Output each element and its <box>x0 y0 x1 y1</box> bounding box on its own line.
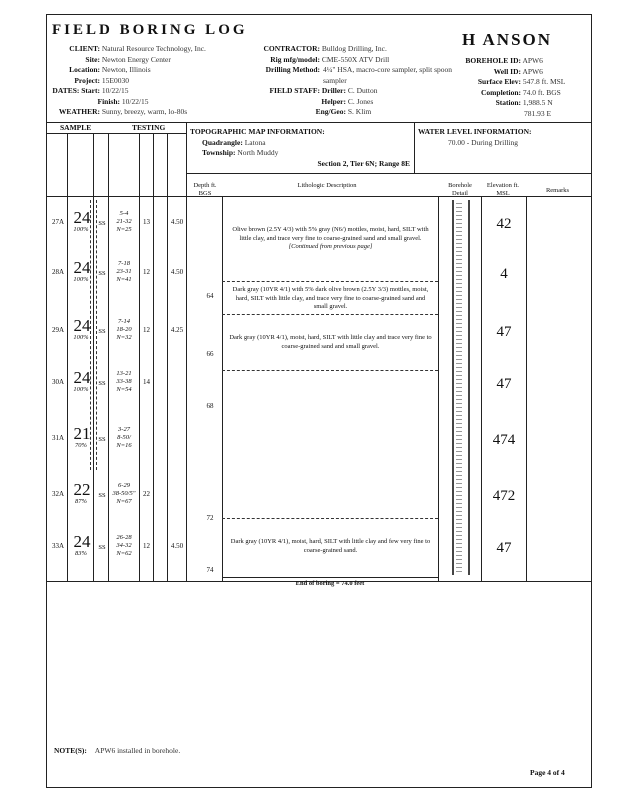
header-left <box>50 44 255 118</box>
unit-boundary <box>222 281 438 282</box>
sample-number: 31A <box>51 434 65 442</box>
bore-heading: Borehole Detail <box>448 182 472 197</box>
litho-description-4: Dark gray (10YR 4/1), moist, hard, SILT with little clay and few very fine to coarse-grained sand. <box>230 538 431 554</box>
blow-count: 13-21 <box>116 370 132 377</box>
elevation-value: 4 <box>500 266 508 282</box>
sample-number: 30A <box>51 378 65 386</box>
township-value: North Muddy <box>237 148 279 157</box>
section-value: Section 2, Tier 6N; Range 8E <box>317 158 410 168</box>
helper-label: Helper: <box>321 96 346 106</box>
start-label: DATES: Start: <box>52 86 100 95</box>
blow-count: 33-38 <box>116 378 132 385</box>
recovery-percent: 100% <box>73 226 89 233</box>
sample-number: 32A <box>51 490 65 498</box>
sample-recovery: 24 <box>73 368 91 387</box>
recovery-percent: 100% <box>73 334 89 341</box>
sample-number: 28A <box>51 268 65 276</box>
sample-type: SS <box>98 270 106 277</box>
eng-value: S. Klim <box>347 107 372 116</box>
blow-count: 8-50/ <box>117 434 131 441</box>
recovery-percent: 70% <box>75 442 87 449</box>
quad-value: Latona <box>244 137 266 147</box>
borehole-value: APW6 <box>522 56 543 65</box>
litho-description-3: Dark gray (10YR 4/1), moist, hard, SILT with little clay and trace very fine to coarse-grained sand and small gravel. <box>229 334 432 350</box>
notes-value: APW6 installed in borehole. <box>94 746 181 755</box>
depth-tick: 72 <box>206 514 214 522</box>
blow-count: 34-32 <box>116 542 132 549</box>
blow-count: 21-32 <box>116 218 132 225</box>
elevation-value: 42 <box>496 216 512 232</box>
well-value: APW6 <box>522 66 543 76</box>
moisture-content: 12 <box>143 326 150 334</box>
sample-type: SS <box>98 436 106 443</box>
project-value: 15E0030 <box>101 75 129 85</box>
blow-count: 6-29 <box>118 482 130 489</box>
sample-type: SS <box>98 492 106 499</box>
topo-heading: TOPOGRAPHIC MAP INFORMATION: <box>190 127 325 136</box>
quad-label: Quadrangle: <box>202 137 243 147</box>
site-label: Site: <box>85 54 100 64</box>
elevation-value: 472 <box>492 488 516 504</box>
page-number: Page 4 of 4 <box>530 768 565 777</box>
sample-type: SS <box>98 220 106 227</box>
sample-recovery: 24 <box>73 208 91 227</box>
sample-type: SS <box>98 328 106 335</box>
unconfined-strength: 4.50 <box>170 218 184 226</box>
sample-number: 29A <box>51 326 65 334</box>
blow-count: 3-27 <box>118 426 130 433</box>
start-value: 10/22/15 <box>101 86 129 95</box>
topo-block <box>190 127 410 169</box>
project-label: Project: <box>74 75 100 85</box>
litho-description-2: Dark gray (10YR 4/1) with 5% dark olive brown (2.5Y 3/3) mottles, moist, hard, SILT with little clay, and trace very fine to coarse-grained sand and small gravel. <box>232 286 429 310</box>
location-label: Location: <box>69 65 100 74</box>
elev-heading: Elevation ft. MSL <box>486 182 520 197</box>
finish-value: 10/22/15 <box>121 96 149 106</box>
moisture-content: 12 <box>143 542 150 550</box>
depth-tick: 66 <box>206 350 214 358</box>
moisture-content: 13 <box>143 218 150 226</box>
sample-number: 33A <box>51 542 65 550</box>
blow-count: N=25 <box>116 226 132 233</box>
weather-value: Sunny, breezy, warm, lo-80s <box>101 107 188 116</box>
page-title: FIELD BORING LOG <box>52 22 248 38</box>
litho-description-1: Olive brown (2.5Y 4/3) with 5% gray (N6/) mottles, moist, hard, SILT with little clay, and trace very fine to coarse-grained sand and small gravel. [Continued from previous page] <box>232 226 429 250</box>
station-label: Station: <box>495 98 521 107</box>
elevation-value: 47 <box>496 540 512 556</box>
litho-heading: Lithologic Description <box>297 182 357 189</box>
well-label: Well ID: <box>493 66 521 76</box>
depth-tick: 68 <box>206 402 214 410</box>
completion-value: 74.0 ft. BGS <box>522 87 561 97</box>
method-value: 4¼" HSA, macro-core sampler, split spoon sampler <box>323 65 452 85</box>
header-middle <box>256 44 461 118</box>
moisture-content: 12 <box>143 268 150 276</box>
sample-number: 27A <box>51 218 65 226</box>
sample-type: SS <box>98 380 106 387</box>
helper-value: C. Jones <box>347 96 374 106</box>
notes-label: NOTE(S): <box>54 746 87 755</box>
method-label: Drilling Method: <box>265 65 320 74</box>
notes-block <box>54 746 180 757</box>
elevation-value: 474 <box>492 432 516 448</box>
blow-count: N=32 <box>116 334 132 341</box>
contractor-value: Bulldog Drilling, Inc. <box>321 44 387 53</box>
unconfined-strength: 4.25 <box>170 326 184 334</box>
well-screen-graphic <box>456 200 462 575</box>
depth-heading: Depth ft. BGS <box>193 182 217 197</box>
completion-label: Completion: <box>481 87 521 97</box>
water-heading: WATER LEVEL INFORMATION: <box>418 127 532 136</box>
unconfined-strength: 4.50 <box>170 542 184 550</box>
blow-count: 7-18 <box>118 260 130 267</box>
remarks-heading: Remarks <box>545 187 570 194</box>
blow-count: N=62 <box>116 550 132 557</box>
recovery-percent: 87% <box>75 498 87 505</box>
blow-count: N=54 <box>116 386 132 393</box>
station-value: 1,988.5 N <box>522 98 553 107</box>
rig-value: CME-550X ATV Drill <box>321 54 390 64</box>
sample-recovery: 24 <box>73 316 91 335</box>
col-line <box>93 133 94 581</box>
col-line <box>481 196 482 581</box>
blow-count: 23-31 <box>116 268 132 275</box>
end-of-boring-rule <box>222 577 438 578</box>
recovery-percent: 100% <box>73 276 89 283</box>
blow-count: 7-14 <box>118 318 130 325</box>
depth-tick: 74 <box>206 566 214 574</box>
testing-heading: TESTING <box>132 123 166 132</box>
driller-label: FIELD STAFF: Driller: <box>269 86 346 95</box>
elevation-value: 47 <box>496 324 512 340</box>
borehole-label: BOREHOLE ID: <box>465 56 521 65</box>
sample-recovery: 24 <box>73 258 91 277</box>
col-line <box>438 196 439 581</box>
recovery-percent: 83% <box>75 550 87 557</box>
col-line <box>186 122 187 581</box>
client-label: CLIENT: <box>69 44 100 53</box>
station-value-2: 781.93 E <box>524 108 552 118</box>
contractor-label: CONTRACTOR: <box>263 44 320 53</box>
site-value: Newton Energy Center <box>101 54 171 64</box>
township-label: Township: <box>202 148 236 157</box>
col-line <box>139 133 140 581</box>
col-line <box>153 133 154 581</box>
water-divider <box>414 122 415 173</box>
weather-label: WEATHER: <box>58 107 100 116</box>
moisture-content: 14 <box>143 378 150 386</box>
info-rule <box>186 173 591 174</box>
blow-count: N=41 <box>116 276 132 283</box>
sample-type: SS <box>98 544 106 551</box>
water-block <box>418 127 588 148</box>
unit-boundary <box>222 518 438 519</box>
surface-value: 547.8 ft. MSL <box>522 77 566 86</box>
sample-recovery: 21 <box>73 424 91 443</box>
location-value: Newton, Illinois <box>101 65 151 74</box>
moisture-content: 22 <box>143 490 150 498</box>
col-line <box>108 133 109 581</box>
col-line <box>167 133 168 581</box>
blow-count: N=67 <box>116 498 132 505</box>
end-of-boring: End of boring = 74.0 feet <box>295 580 365 587</box>
header-right <box>455 56 587 119</box>
unit-boundary <box>222 370 438 371</box>
unit-boundary <box>222 314 438 315</box>
col-line <box>526 196 527 581</box>
finish-label: Finish: <box>97 96 120 106</box>
blow-count: N=16 <box>116 442 132 449</box>
company-logo: H ANSON <box>462 30 553 49</box>
surface-label: Surface Elev: <box>477 77 521 86</box>
unconfined-strength: 4.50 <box>170 268 184 276</box>
sample-recovery: 22 <box>73 480 91 499</box>
recovery-percent: 100% <box>73 386 89 393</box>
sample-heading: SAMPLE <box>60 123 92 132</box>
blow-count: 5-4 <box>119 210 129 217</box>
client-value: Natural Resource Technology, Inc. <box>101 44 206 53</box>
driller-value: C. Dutton <box>347 86 378 95</box>
water-level-1: 70.00 - During Drilling <box>448 137 518 147</box>
col-line <box>222 196 223 581</box>
eng-label: Eng/Geo: <box>315 107 346 116</box>
elevation-value: 47 <box>496 376 512 392</box>
header-rule <box>46 122 591 123</box>
sample-recovery: 24 <box>73 532 91 551</box>
blow-count: 26-28 <box>116 534 132 541</box>
blow-count: 18-20 <box>116 326 132 333</box>
col-line <box>67 133 68 581</box>
blow-count: 38-50/5" <box>112 490 136 497</box>
depth-tick: 64 <box>206 292 214 300</box>
rig-label: Rig mfg/model: <box>270 54 320 64</box>
